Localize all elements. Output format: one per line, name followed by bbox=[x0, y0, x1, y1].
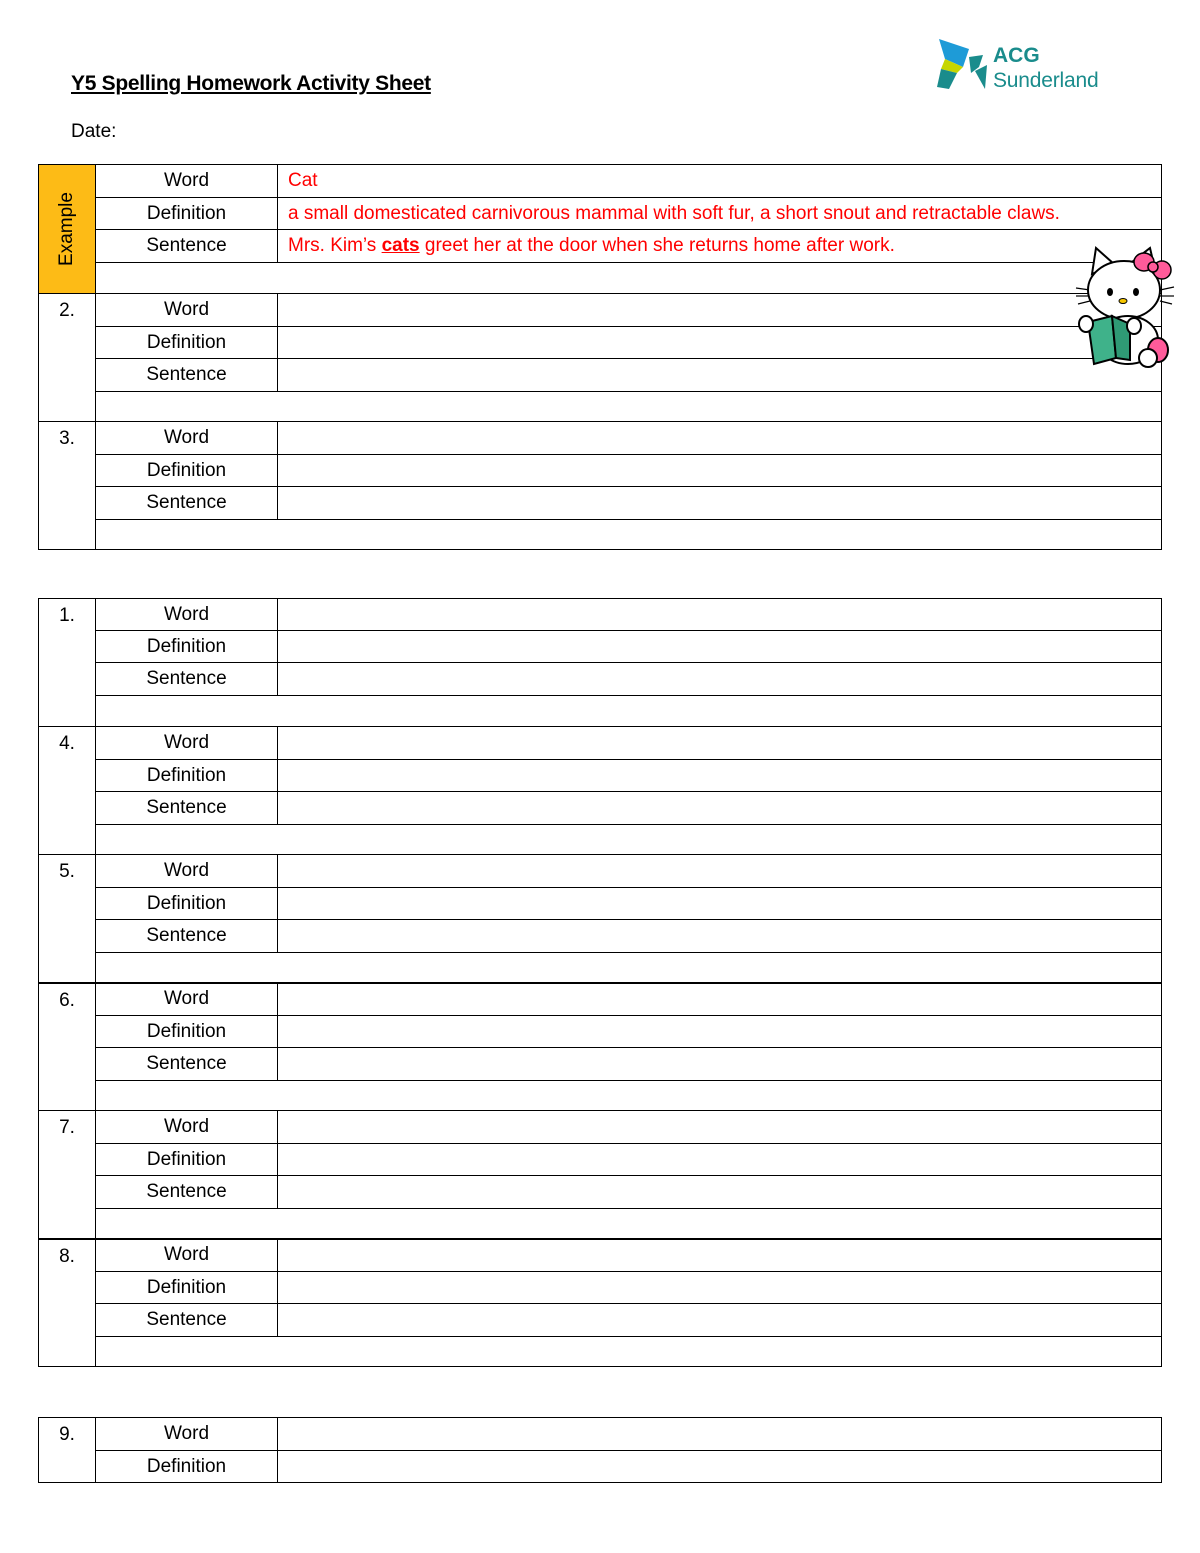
definition-field[interactable] bbox=[278, 760, 1162, 792]
extra-row[interactable] bbox=[96, 263, 1162, 294]
entry-number: 2. bbox=[39, 294, 96, 422]
acg-logo-icon bbox=[935, 37, 995, 97]
word-field[interactable] bbox=[278, 1239, 1162, 1272]
definition-field[interactable] bbox=[278, 327, 1162, 359]
word-label: Word bbox=[96, 855, 278, 888]
sentence-field[interactable] bbox=[278, 359, 1162, 392]
entry-number: 5. bbox=[39, 855, 96, 983]
sentence-field[interactable] bbox=[278, 920, 1162, 953]
definition-field[interactable] bbox=[278, 1451, 1162, 1483]
sentence-label: Sentence bbox=[96, 230, 278, 263]
sentence-label: Sentence bbox=[96, 792, 278, 825]
date-label: Date: bbox=[71, 121, 117, 142]
extra-row[interactable] bbox=[96, 392, 1162, 422]
sentence-field[interactable] bbox=[278, 792, 1162, 825]
definition-label: Definition bbox=[96, 888, 278, 920]
entry-number: 3. bbox=[39, 422, 96, 550]
example-sentence-highlight: cats bbox=[381, 235, 420, 256]
spelling-table-1 bbox=[38, 164, 1162, 550]
sentence-label: Sentence bbox=[96, 920, 278, 953]
entry-number: 8. bbox=[39, 1239, 96, 1367]
word-label: Word bbox=[96, 294, 278, 327]
definition-field[interactable] bbox=[278, 1144, 1162, 1176]
word-field[interactable] bbox=[278, 294, 1162, 327]
sentence-field[interactable] bbox=[278, 663, 1162, 696]
page-title: Y5 Spelling Homework Activity Sheet bbox=[71, 72, 431, 95]
example-sentence[interactable] bbox=[278, 230, 1162, 263]
sentence-label: Sentence bbox=[96, 1176, 278, 1209]
entry-number: 9. bbox=[39, 1418, 96, 1483]
sentence-label: Sentence bbox=[96, 1304, 278, 1337]
example-sentence-before: Mrs. Kim’s bbox=[288, 235, 382, 256]
hello-kitty-reading-icon bbox=[1074, 240, 1176, 370]
sentence-field[interactable] bbox=[278, 1304, 1162, 1337]
word-label: Word bbox=[96, 599, 278, 631]
word-field[interactable] bbox=[278, 855, 1162, 888]
word-field[interactable] bbox=[278, 422, 1162, 455]
example-sentence-after: greet her at the door when she returns home after work. bbox=[419, 235, 895, 256]
acg-sunderland-logo bbox=[935, 37, 1125, 97]
definition-label: Definition bbox=[96, 1144, 278, 1176]
definition-field[interactable] bbox=[278, 1016, 1162, 1048]
definition-label: Definition bbox=[96, 631, 278, 663]
word-label: Word bbox=[96, 1239, 278, 1272]
extra-row[interactable] bbox=[96, 825, 1162, 855]
entry-number: 6. bbox=[39, 983, 96, 1111]
logo-line2: Sunderland bbox=[993, 69, 1099, 92]
word-label: Word bbox=[96, 422, 278, 455]
extra-row[interactable] bbox=[96, 953, 1162, 983]
word-label: Word bbox=[96, 727, 278, 760]
spelling-table-2 bbox=[38, 598, 1162, 1367]
definition-label: Definition bbox=[96, 760, 278, 792]
example-tag-cell bbox=[39, 165, 96, 294]
definition-field[interactable] bbox=[278, 455, 1162, 487]
word-label: Word bbox=[96, 165, 278, 198]
definition-label: Definition bbox=[96, 1016, 278, 1048]
word-field[interactable] bbox=[278, 727, 1162, 760]
spelling-table-3 bbox=[38, 1417, 1162, 1483]
definition-label: Definition bbox=[96, 198, 278, 230]
sentence-label: Sentence bbox=[96, 359, 278, 392]
definition-field[interactable] bbox=[278, 888, 1162, 920]
sentence-label: Sentence bbox=[96, 1048, 278, 1081]
word-label: Word bbox=[96, 1418, 278, 1451]
extra-row[interactable] bbox=[96, 1209, 1162, 1239]
word-field[interactable] bbox=[278, 1111, 1162, 1144]
definition-label: Definition bbox=[96, 1272, 278, 1304]
definition-label: Definition bbox=[96, 327, 278, 359]
definition-field[interactable] bbox=[278, 1272, 1162, 1304]
example-word[interactable]: Cat bbox=[278, 165, 1162, 198]
example-definition[interactable]: a small domesticated carnivorous mammal with soft fur, a short snout and retractable claws. bbox=[278, 198, 1162, 230]
word-field[interactable] bbox=[278, 983, 1162, 1016]
example-tag: Example bbox=[56, 192, 77, 266]
sentence-label: Sentence bbox=[96, 487, 278, 520]
entry-number: 1. bbox=[39, 599, 96, 727]
sentence-field[interactable] bbox=[278, 487, 1162, 520]
entry-number: 7. bbox=[39, 1111, 96, 1239]
word-field[interactable] bbox=[278, 599, 1162, 631]
sentence-field[interactable] bbox=[278, 1048, 1162, 1081]
sentence-label: Sentence bbox=[96, 663, 278, 696]
extra-row[interactable] bbox=[96, 520, 1162, 550]
entry-number: 4. bbox=[39, 727, 96, 855]
word-label: Word bbox=[96, 1111, 278, 1144]
word-field[interactable] bbox=[278, 1418, 1162, 1451]
definition-label: Definition bbox=[96, 455, 278, 487]
logo-line1: ACG bbox=[993, 44, 1040, 67]
extra-row[interactable] bbox=[96, 1337, 1162, 1367]
extra-row[interactable] bbox=[96, 696, 1162, 727]
definition-field[interactable] bbox=[278, 631, 1162, 663]
word-label: Word bbox=[96, 983, 278, 1016]
sentence-field[interactable] bbox=[278, 1176, 1162, 1209]
extra-row[interactable] bbox=[96, 1081, 1162, 1111]
definition-label: Definition bbox=[96, 1451, 278, 1483]
